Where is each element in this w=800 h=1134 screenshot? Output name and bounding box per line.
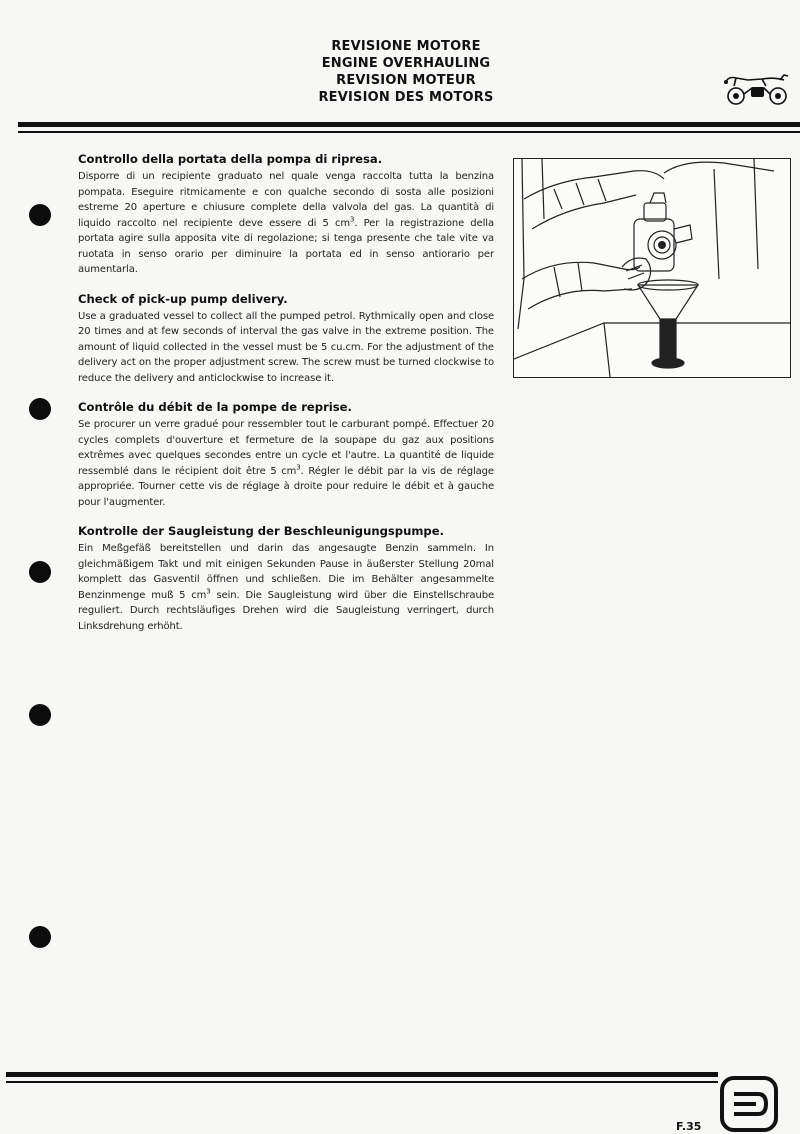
section-body: Ein Meßgefäß bereitstellen und darin das angesaugte Benzin sammeln. In gleichmäßigem Takt und mit einigen Sekunden Pause in äußerster Stellung 20mal komplett das Gasventil öffnen und schließen. Die im Behälter angesammelte Benzinmenge muß 5 $cm^3$ sein. Die Saugleistung wird über die Einstellschraube reguliert. Durch rechtsläufiges Drehen wird die Saugleistung verringert, durch Linksdrehung erhöht.: [78, 543, 495, 632]
punch-hole: [29, 204, 51, 226]
section-german: [78, 524, 494, 634]
section-italian: [78, 152, 494, 278]
section-title: Contrôle du débit de la pompe de reprise.: [78, 400, 352, 414]
punch-hole: [29, 561, 51, 583]
carburetor-pump-test-drawing: [514, 159, 790, 377]
punch-hole: [29, 398, 51, 420]
punch-hole: [29, 926, 51, 948]
section-body: Use a graduated vessel to collect all the pumped petrol. Rythmically open and close 20 times and at few seconds of interval the gas valve in the extreme position. The amount of liquid collected in the vessel must be 5 cu.cm. For the adjustment of the delivery act on the proper adjustment screw. The screw must be turned clockwise to reduce the delivery and anticlockwise to increase it.: [78, 310, 494, 384]
bottom-divider: [6, 1072, 718, 1086]
main-content: [78, 152, 494, 648]
section-title: Controllo della portata della pompa di ripresa.: [78, 152, 383, 166]
header-title-en: ENGINE OVERHAULING: [321, 56, 491, 71]
section-french: [78, 400, 494, 510]
section-title: Check of pick-up pump delivery.: [78, 291, 288, 306]
section-english: [78, 292, 494, 387]
header-title-fr: REVISION MOTEUR: [336, 73, 476, 88]
header-title-de: REVISION DES MOTORS: [318, 90, 494, 105]
punch-hole: [29, 704, 51, 726]
section-body: Disporre di un recipiente graduato nel quale venga raccolta tutta la benzina pompata. Eseguire ritmicamente e con qualche secondo di sosta alle posizioni estreme 20 aperture e chiusure complete della valvola del gas. La quantità di liquido raccolto nel recipiente deve essere di 5 $cm^3$. Per la registrazione della portata agire sulla apposita vite di regolazione; si tenga presente che tale vite va ruotata in senso orario per diminuire la portata ed in senso antiorario per aumentarla.: [78, 171, 494, 275]
header-title-it: REVISIONE MOTORE: [331, 39, 481, 54]
carburetor-illustration: [513, 158, 791, 378]
section-body: Se procurer un verre gradué pour ressembler tout le carburant pompé. Effectuer 20 cycles complets d'ouverture et fermeture de la soupape du gaz aux positions extrêmes avec quelques secondes entre un cycle et l'autre. La quantité de liquide ressemblé dans le récipient doit être 5 $cm^3$. Régler le débit par la vis de réglage appropriée. Tourner cette vis de réglage à droite pour reduire le débit et à gauche pour l'augmenter.: [78, 419, 494, 508]
top-divider: [18, 122, 800, 136]
page-number: F.35: [676, 1120, 702, 1133]
brand-logo-icon: [718, 1074, 780, 1134]
section-title: Kontrolle der Saugleistung der Beschleunigungspumpe.: [78, 524, 444, 538]
motorcycle-icon: [722, 72, 792, 106]
page-header: [0, 38, 800, 106]
